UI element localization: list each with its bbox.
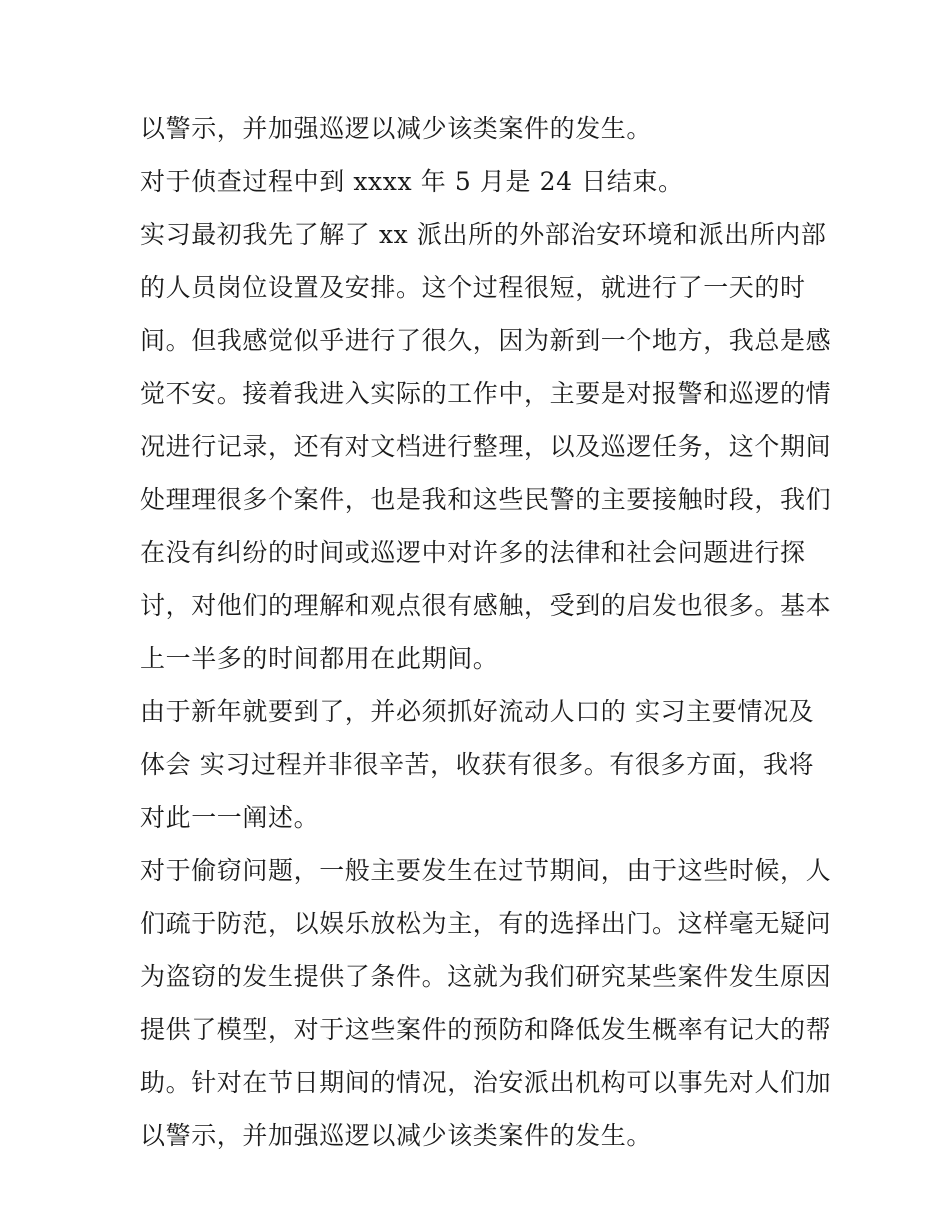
text-line: 对此一一阐述。 — [140, 803, 320, 832]
text-line: 讨，对他们的理解和观点很有感触，受到的启发也很多。基本 — [140, 591, 832, 620]
text-line: 以警示，并加强巡逻以减少该类案件的发生。 — [140, 114, 653, 143]
text-line: 上一半多的时间都用在此期间。 — [140, 644, 499, 673]
text-line: 体会 实习过程并非很辛苦，收获有很多。有很多方面，我将 — [140, 750, 815, 779]
text-line: 为盗窃的发生提供了条件。这就为我们研究某些案件发生原因 — [140, 962, 832, 991]
text-line: 处理理很多个案件，也是我和这些民警的主要接触时段，我们 — [140, 485, 832, 514]
text-line: 对于偷窃问题，一般主要发生在过节期间，由于这些时候，人 — [140, 856, 832, 885]
text-line: 由于新年就要到了，并必须抓好流动人口的 实习主要情况及 — [140, 697, 815, 726]
text-line: 们疏于防范，以娱乐放松为主，有的选择出门。这样毫无疑问 — [140, 909, 832, 938]
text-line: 在没有纠纷的时间或巡逻中对许多的法律和社会问题进行探 — [140, 538, 806, 567]
text-line: 以警示，并加强巡逻以减少该类案件的发生。 — [140, 1121, 653, 1150]
text-line: 对于侦查过程中到 xxxx 年 5 月是 24 日结束。 — [140, 167, 684, 196]
text-line: 提供了模型，对于这些案件的预防和降低发生概率有记大的帮 — [140, 1015, 832, 1044]
text-line: 况进行记录，还有对文档进行整理，以及巡逻任务，这个期间 — [140, 432, 832, 461]
text-line: 的人员岗位设置及安排。这个过程很短，就进行了一天的时 — [140, 273, 806, 302]
text-line: 助。针对在节日期间的情况，治安派出机构可以事先对人们加 — [140, 1068, 832, 1097]
text-line: 实习最初我先了解了 xx 派出所的外部治安环境和派出所内部 — [140, 220, 827, 249]
text-line: 觉不安。接着我进入实际的工作中，主要是对报警和巡逻的情 — [140, 379, 832, 408]
text-line: 间。但我感觉似乎进行了很久，因为新到一个地方，我总是感 — [140, 326, 832, 355]
